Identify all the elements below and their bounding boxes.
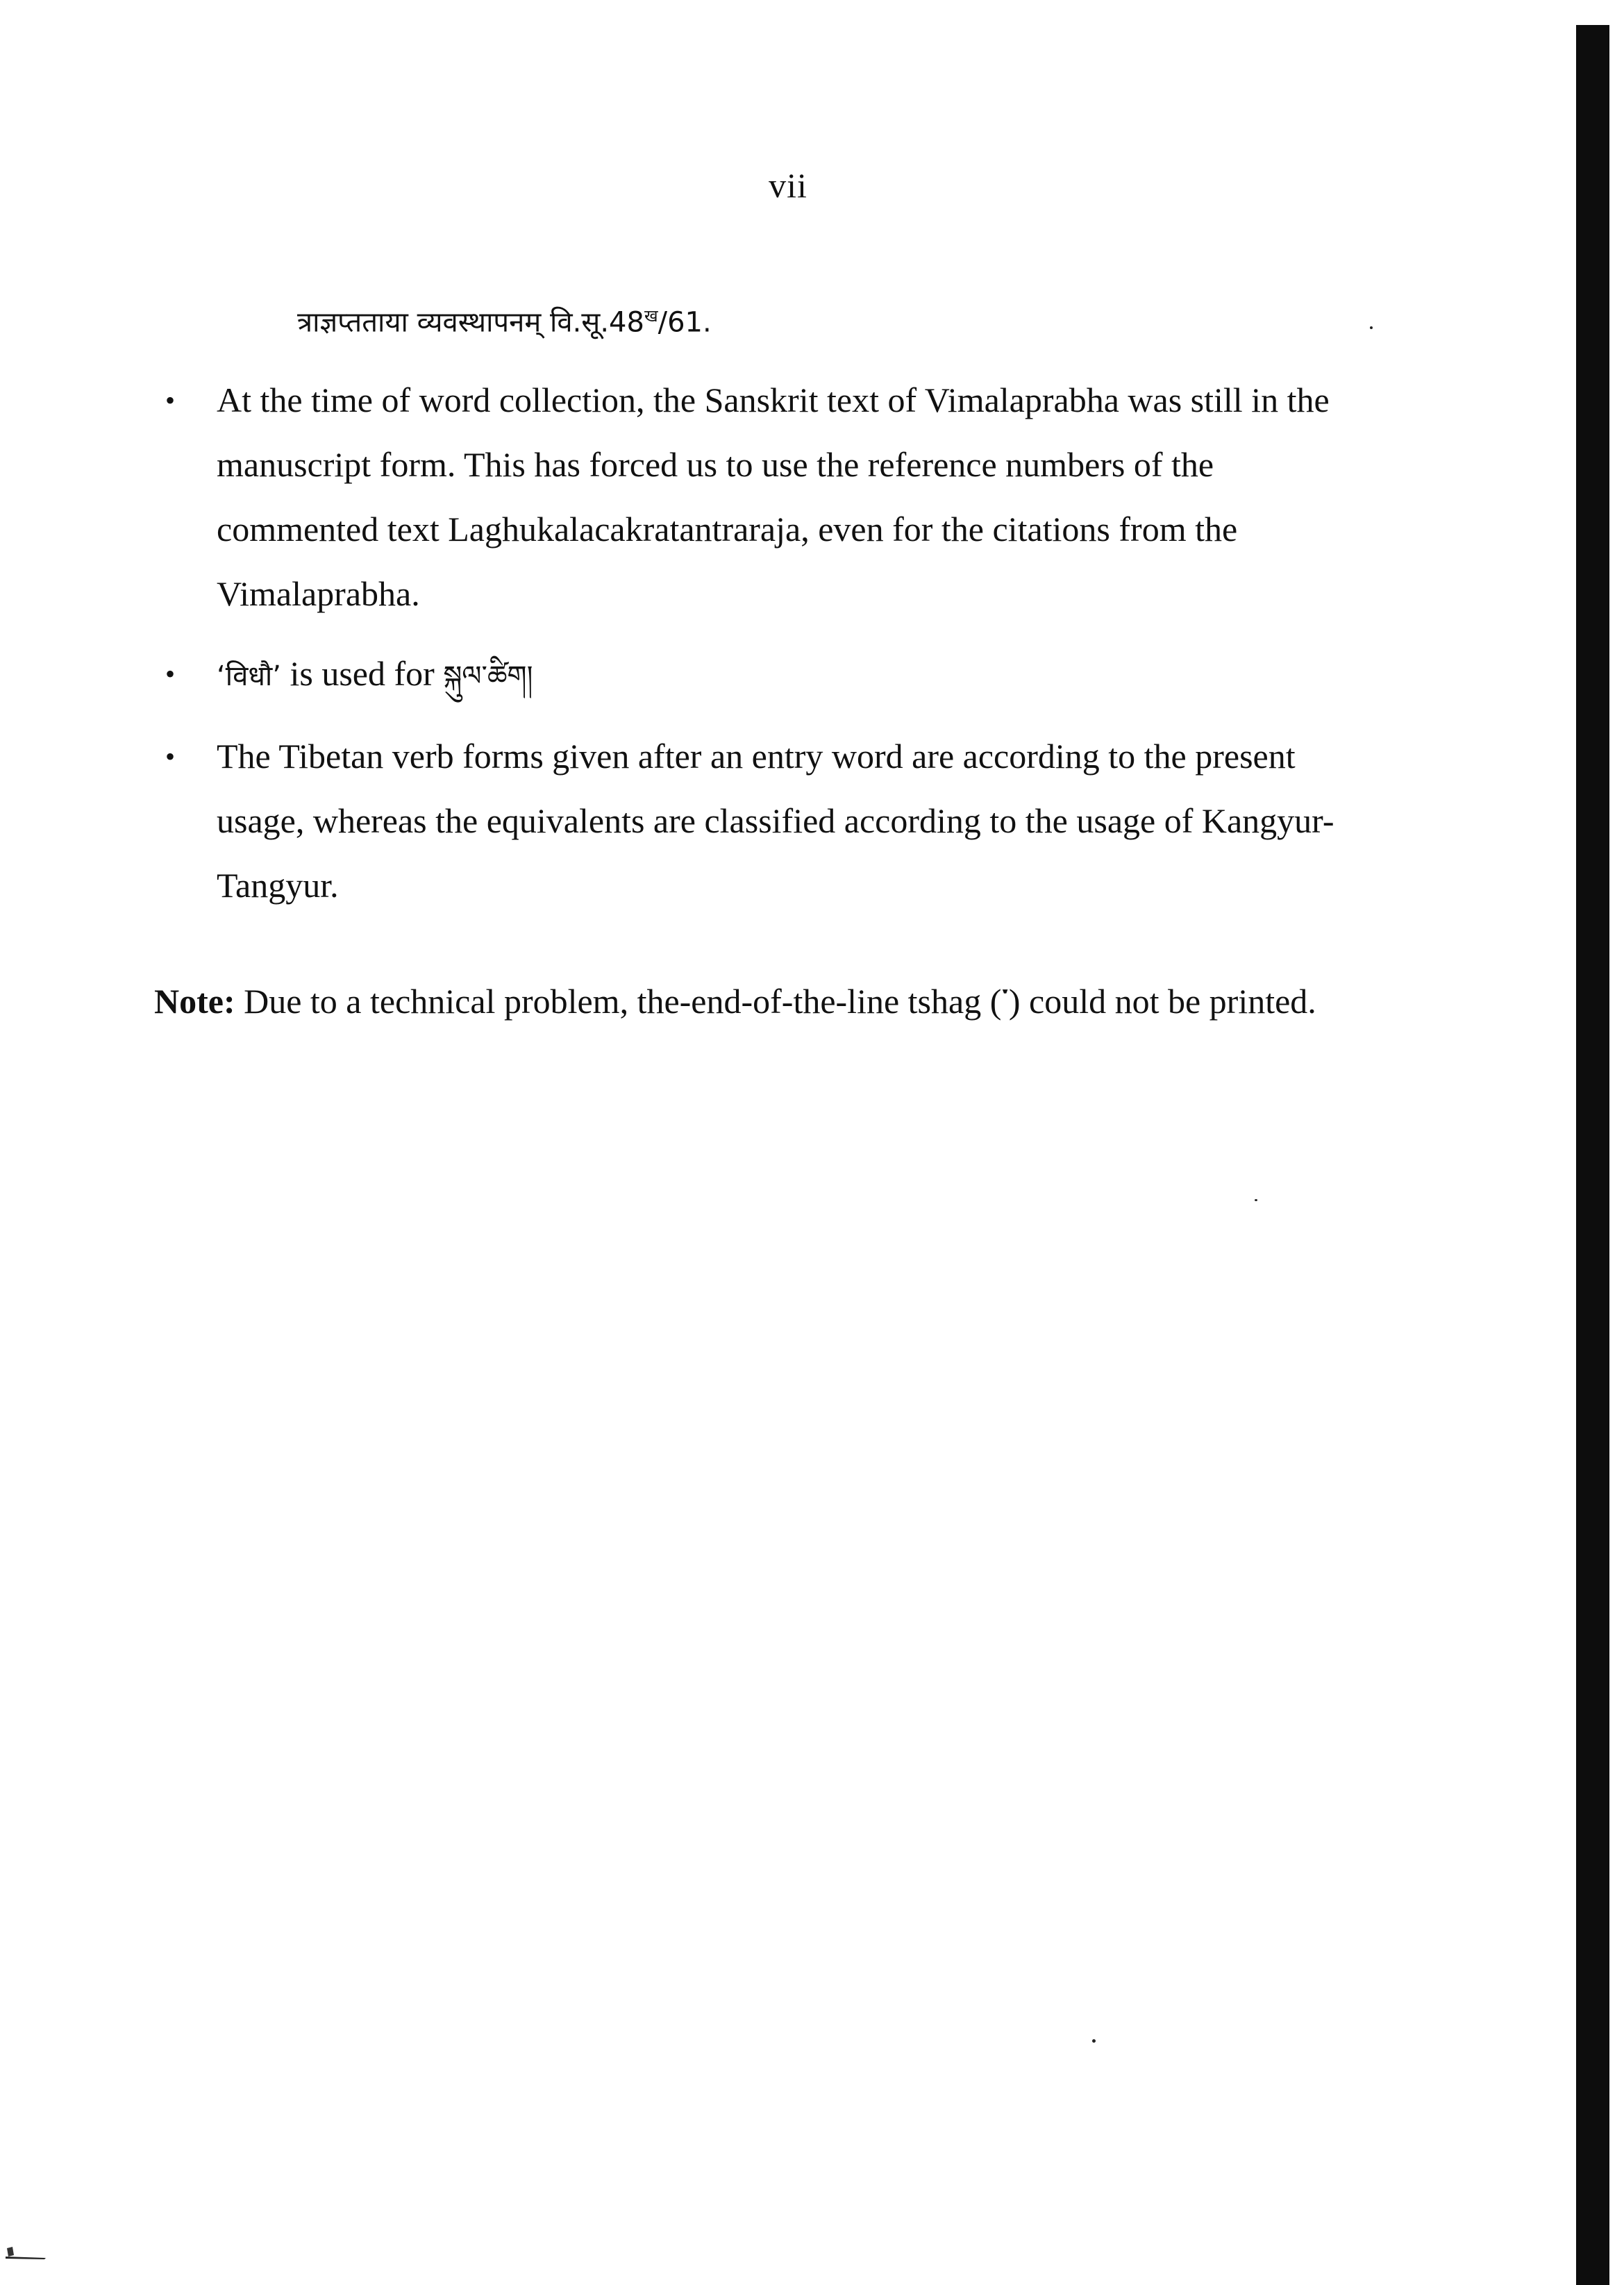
note-text: Due to a technical problem, the-end-of-the-line tshag (་) could not be printed. [235,982,1316,1021]
scan-speck [1370,326,1373,329]
scan-speck [1092,2039,1096,2043]
bullet-dot-icon: • [165,385,176,416]
bullet-dot-icon: • [165,741,176,772]
note-paragraph [154,971,1397,1032]
scan-corner-mark [4,2243,47,2261]
note-label: Note: [154,982,235,1021]
bullet-dot-icon: • [165,658,176,689]
notes-bullet-list [158,368,1380,933]
tibetan-term: སྐུལ་ཚིག། [443,660,533,692]
sanskrit-citation-line [297,295,712,343]
sanskrit-citation-suffix: /61. [658,306,712,339]
bullet-text: is used for [281,654,444,693]
bullet-item-verb-forms [158,724,1380,918]
sanskrit-citation-text: त्राज्ञप्तताया व्यवस्थापनम् वि.सू.48 [297,306,644,339]
bullet-text: The Tibetan verb forms given after an entry word are according to the present usage, whereas the equivalents are classified according to the usage of Kangyur-Tangyur. [217,737,1334,905]
sanskrit-citation-superscript: ख [644,306,658,326]
scanned-page-edge [1576,25,1609,2285]
bullet-text: At the time of word collection, the Sanskrit text of Vimalaprabha was still in the manuscript form. This has forced us to use the reference numbers of the commented text Laghukalacakratantraraja, even for the citations from the Vimalaprabha. [217,380,1330,613]
bullet-item-manuscript [158,368,1380,626]
devanagari-term: ‘विधौ’ [217,660,281,692]
scan-speck [1255,1199,1257,1201]
page-number: vii [769,166,807,205]
bullet-item-abbreviation [158,642,1380,709]
